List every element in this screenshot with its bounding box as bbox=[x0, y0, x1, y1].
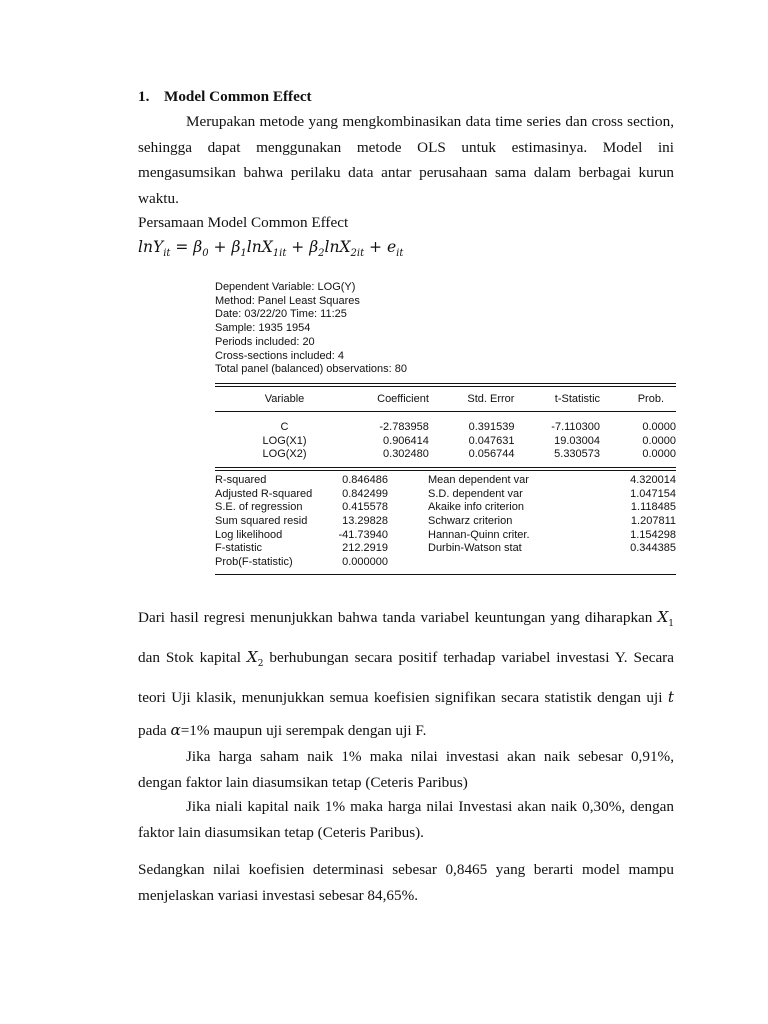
x2-symbol: $X_2$ bbox=[246, 648, 264, 670]
model-equation: $\ln Y_{it} = \beta_0 + \beta_1\ln X_{1it} + \beta_2\ln X_{2it} + e_{it}$ bbox=[138, 238, 404, 260]
x1-symbol: $X_1$ bbox=[657, 608, 675, 630]
table-rule bbox=[215, 574, 676, 575]
eviews-header bbox=[215, 281, 676, 377]
table-rule bbox=[215, 386, 676, 387]
section-title: Model Common Effect bbox=[164, 88, 312, 105]
col-coefficient: Coefficient bbox=[377, 393, 429, 405]
col-t-statistic: t-Statistic bbox=[554, 393, 601, 405]
col-std-error: Std. Error bbox=[467, 393, 515, 405]
header-line: Dependent Variable: LOG(Y) bbox=[215, 281, 356, 293]
header-line: Sample: 1935 1954 bbox=[215, 322, 311, 335]
regression-stats bbox=[215, 474, 676, 570]
stats-row: Log likelihood -41.73940 Hannan-Quinn criter. 1.154298 bbox=[215, 528, 676, 541]
header-line: Date: 03/22/20 Time: 11:25 bbox=[215, 308, 347, 321]
header-line: Method: Panel Least Squares bbox=[215, 294, 360, 307]
table-row: LOG(X1) 0.906414 0.047631 19.03004 0.0000 bbox=[262, 434, 676, 447]
header-line: Total panel (balanced) observations: 80 bbox=[215, 363, 408, 376]
header-line: Cross-sections included: 4 bbox=[215, 349, 345, 362]
stats-row: Prob(F-statistic) 0.000000 bbox=[215, 556, 388, 569]
coefficient-table bbox=[215, 390, 676, 461]
stats-row: S.E. of regression 0.415578 Akaike info criterion 1.118485 bbox=[215, 501, 676, 514]
table-row: LOG(X2) 0.302480 0.056744 5.330573 0.0000 bbox=[262, 448, 676, 461]
intro-text: Merupakan metode yang mengkombinasikan data time series dan cross section, sehingga dapat menggunakan metode OLS untuk estimasinya. Model ini mengasumsikan bahwa perilaku data antar perusahaan sama dalam berbagai kurun waktu. bbox=[138, 113, 674, 207]
section-heading bbox=[138, 88, 312, 106]
discussion-paragraph-3: Jika niali kapital naik 1% maka harga nilai Investasi akan naik 0,30%, dengan faktor lain diasumsikan tetap (Ceteris Paribus). bbox=[138, 798, 674, 841]
discussion-paragraph-2: Jika harga saham naik 1% maka nilai investasi akan naik sebesar 0,91%, dengan faktor lain diasumsikan tetap (Ceteris Paribus) bbox=[138, 748, 674, 791]
alpha-symbol: α bbox=[170, 721, 181, 740]
table-rule bbox=[215, 383, 676, 384]
stats-row: F-statistic 212.2919 Durbin-Watson stat 0.344385 bbox=[215, 542, 676, 555]
table-row: C -2.783958 0.391539 -7.110300 0.0000 bbox=[280, 420, 676, 433]
intro-paragraph bbox=[138, 109, 674, 211]
table-rule bbox=[215, 411, 676, 412]
table-header-row bbox=[215, 390, 676, 408]
col-variable: Variable bbox=[264, 393, 305, 405]
table-rule bbox=[215, 470, 676, 471]
stats-row: R-squared 0.846486 Mean dependent var 4.320014 bbox=[215, 474, 676, 486]
discussion-paragraph-1: Dari hasil regresi menunjukkan bahwa tanda variabel keuntungan yang diharapkan $X_1$ dan Stok kapital $X_2$ berhubungan secara positif terhadap variabel investasi Y. Secara teori Uji klasik, menunjukkan semua koefisien signifikan secara statistik dengan uji t pada α=1% maupun uji serempak dengan uji F. bbox=[138, 608, 675, 740]
equation-label: Persamaan Model Common Effect bbox=[138, 214, 349, 231]
stats-row: Sum squared resid 13.29828 Schwarz criterion 1.207811 bbox=[215, 515, 676, 528]
col-prob: Prob. bbox=[637, 393, 664, 405]
stats-row: Adjusted R-squared 0.842499 S.D. dependent var 1.047154 bbox=[215, 487, 676, 500]
t-symbol: t bbox=[667, 688, 674, 707]
table-rule bbox=[215, 467, 676, 468]
header-line: Periods included: 20 bbox=[215, 335, 315, 348]
discussion-paragraph-4: Sedangkan nilai koefisien determinasi sebesar 0,8465 yang berarti model mampu menjelaskan variasi investasi sebesar 84,65%. bbox=[138, 861, 674, 904]
section-number: 1. bbox=[138, 88, 150, 105]
